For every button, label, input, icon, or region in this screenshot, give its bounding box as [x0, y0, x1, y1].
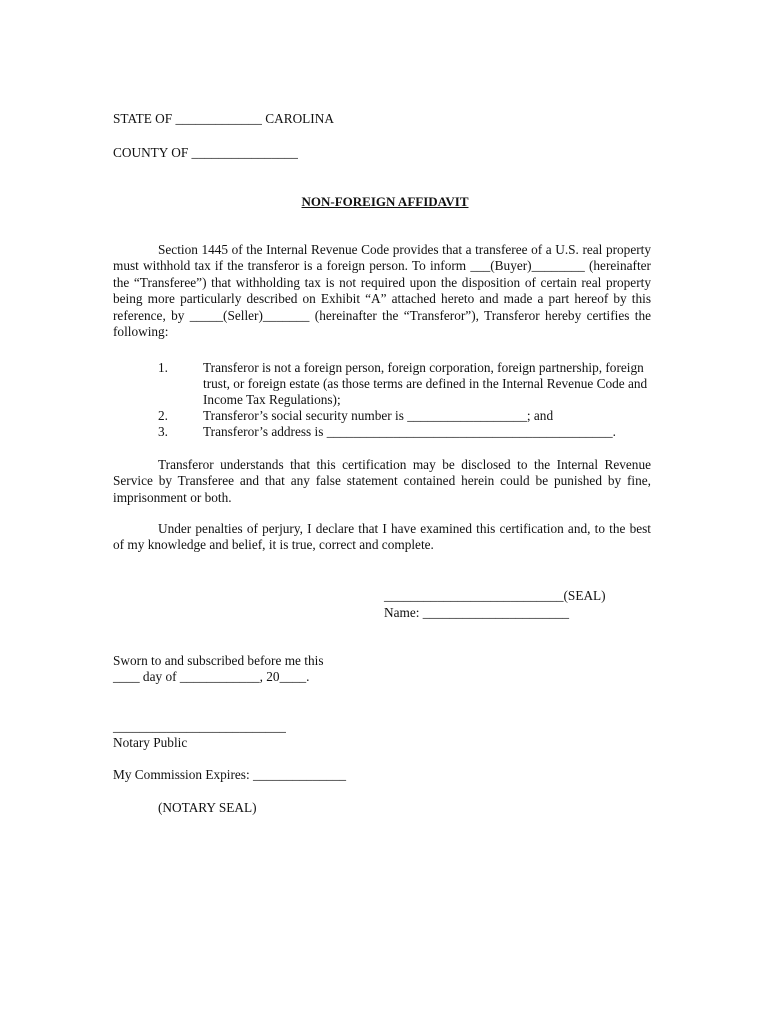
item-text: Transferor’s address is ___________________________________________. — [203, 424, 616, 439]
state-line: STATE OF _____________ CAROLINA — [113, 111, 334, 126]
item-text: Transferor’s social security number is __________________; and — [203, 408, 554, 423]
sworn-line-2: ____ day of ____________, 20____. — [113, 669, 310, 684]
item-text: Transferor is not a foreign person, foreign corporation, foreign partnership, foreign trust, or foreign estate (as those terms are defined in the Internal Revenue Code and Income Tax Regulations); — [203, 360, 648, 407]
intro-paragraph — [113, 242, 651, 340]
disclosure-paragraph: Transferor understands that this certification may be disclosed to the Internal Revenue Service by Transferee and that any false statement contained herein could be punished by fine, imprisonment or both. — [113, 457, 651, 505]
item-number: 2. — [158, 408, 168, 423]
item-number: 1. — [158, 360, 168, 375]
perjury-paragraph: Under penalties of perjury, I declare that I have examined this certification and, to the best of my knowledge and belief, it is true, correct and complete. — [113, 521, 651, 553]
intro-text-3: (hereinafter the “Transferor”), Transferor hereby certifies the following: — [113, 307, 652, 340]
seller-blank: _____(Seller)_______ — [189, 307, 310, 323]
item-number: 3. — [158, 424, 168, 439]
signer-name-line: Name: ______________________ — [384, 605, 570, 620]
document-title: NON-FOREIGN AFFIDAVIT — [301, 194, 469, 209]
notary-signature-line: __________________________ — [113, 719, 286, 734]
commission-expires-line: My Commission Expires: ______________ — [113, 767, 347, 782]
sworn-line-1: Sworn to and subscribed before me this — [113, 653, 324, 668]
buyer-blank: ___(Buyer)________ — [470, 258, 585, 274]
county-line: COUNTY OF ________________ — [113, 145, 298, 160]
notary-public-label: Notary Public — [113, 735, 188, 750]
notary-seal-label: (NOTARY SEAL) — [158, 800, 257, 815]
signature-seal-line: ___________________________(SEAL) — [384, 588, 606, 603]
intro-text-2: (hereinafter the “Transferee”) that withholding tax is not required upon the disposition of certain real property being more particularly described on Exhibit “A” attached hereto and made a part hereof by this reference, by — [113, 258, 651, 323]
intro-text-1: Section 1445 of the Internal Revenue Code provides that a transferee of a U.S. real property must withhold tax if the transferor is a foreign person. To inform — [113, 242, 651, 274]
